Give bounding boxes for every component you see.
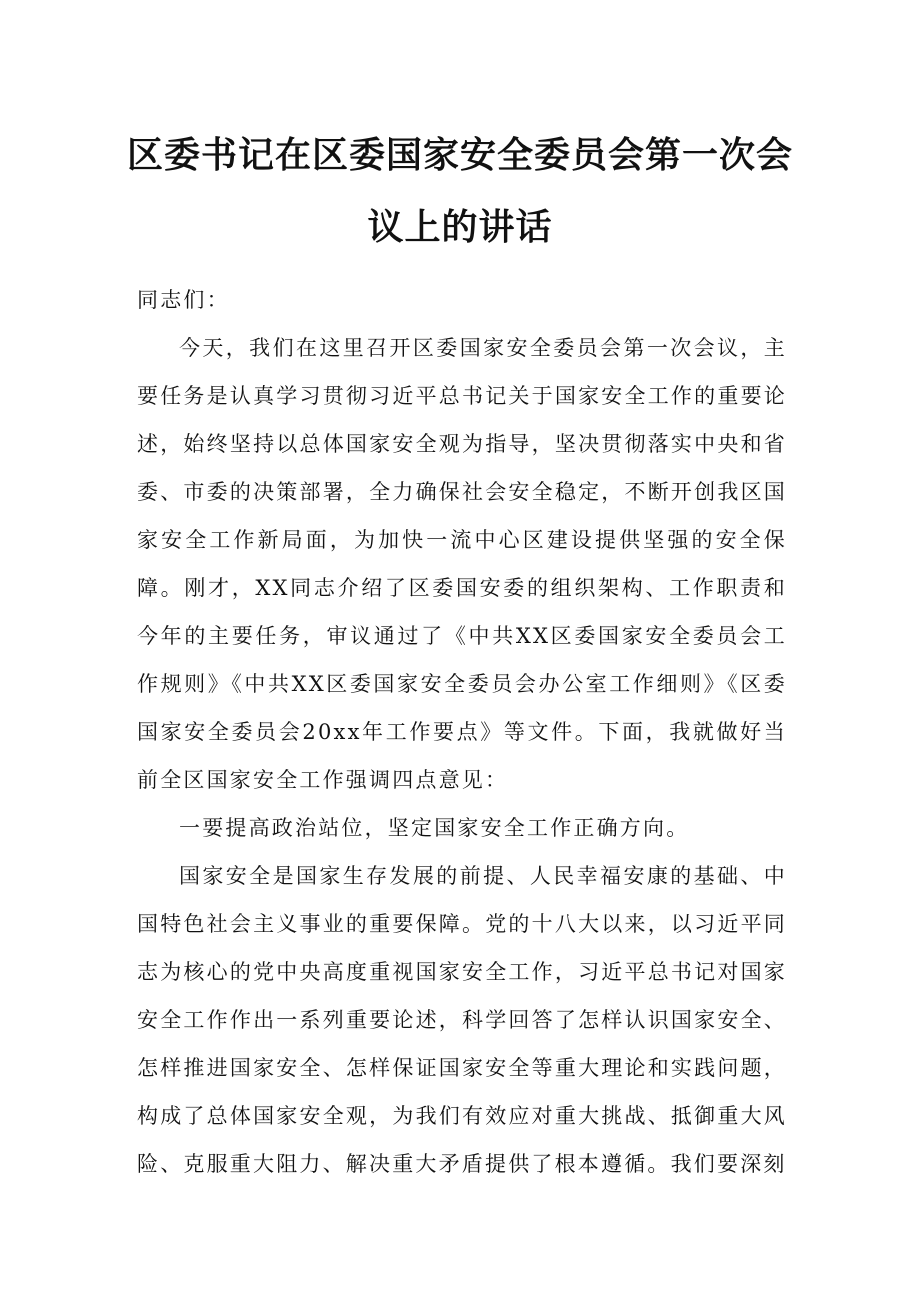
- paragraph-national-security: 国家安全是国家生存发展的前提、人民幸福安康的基础、中国特色社会主义事业的重要保障。党的十八大以来，以习近平同志为核心的党中央高度重视国家安全工作，习近平总书记对国家安全工作作出一系列重要论述，科学回答了怎样认识国家安全、怎样推进国家安全、怎样保证国家安全等重大理论和实践问题，构成了总体国家安全观，为我们有效应对重大挑战、抵御重大风险、克服重大阻力、解决重大矛盾提供了根本遵循。我们要深刻: [137, 864, 787, 1176]
- paragraph-heading-point-one: 一要提高政治站位，坚定国家安全工作正确方向。: [179, 816, 690, 840]
- document-title-line-1: 区委书记在区委国家安全委员会第一次会: [126, 135, 793, 176]
- salutation: 同志们：: [137, 288, 230, 312]
- document-title-line-2: 议上的讲话: [367, 207, 553, 248]
- paragraph-opening: 今天，我们在这里召开区委国家安全委员会第一次会议，主要任务是认真学习贯彻习近平总书记关于国家安全工作的重要论述，始终坚持以总体国家安全观为指导，坚决贯彻落实中央和省委、市委的决策部署，全力确保社会安全稳定，不断开创我区国家安全工作新局面，为加快一流中心区建设提供坚强的安全保障。刚才，XX同志介绍了区委国安委的组织架构、工作职责和今年的主要任务，审议通过了《中共XX区委国家安全委员会工作规则》《中共XX区委国家安全委员会办公室工作细则》《区委国家安全委员会20xx年工作要点》等文件。下面，我就做好当前全区国家安全工作强调四点意见：: [137, 336, 787, 792]
- document-body: [137, 276, 787, 1188]
